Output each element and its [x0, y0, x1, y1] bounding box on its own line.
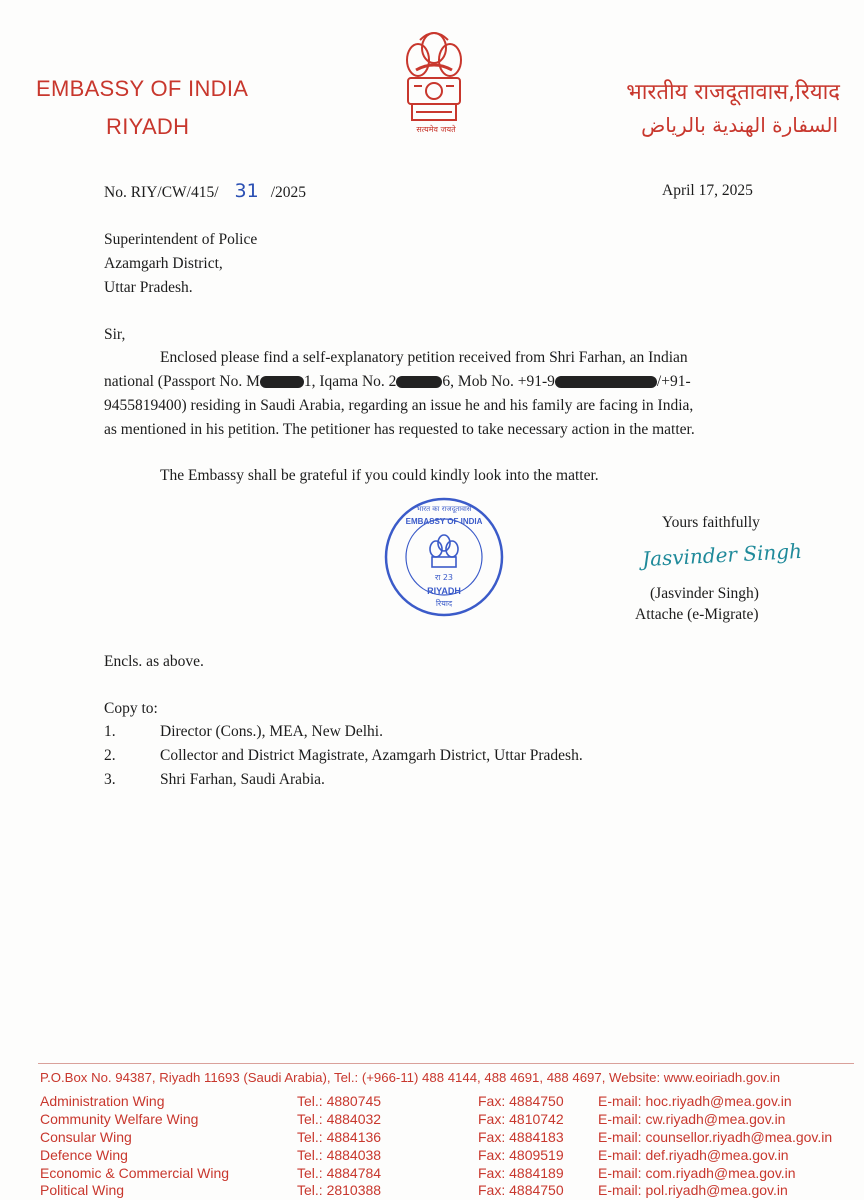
- body-paragraph: Enclosed please find a self-explanatory petition received from Shri Farhan, an Indian national (Passport No. M 1, Iqama No. 2 6, Mob No. +91-9 /+91- 9455819400) residing in Saudi Arabia, regarding an issue he and his family are facing in India, as mentioned in his petition. The petitioner has requested to take necessary action in the matter.: [104, 349, 695, 438]
- list-item: 1. Director (Cons.), MEA, New Delhi.: [104, 723, 383, 740]
- table-row: Economic & Commercial Wing Tel.: 4884784 Fax: 4884189 E-mail: com.riyadh@mea.gov.in: [40, 1165, 796, 1181]
- letter-date: April 17, 2025: [662, 182, 753, 199]
- reference-number: No. RIY/CW/415/ 31 /2025: [104, 180, 307, 202]
- table-row: Community Welfare Wing Tel.: 4884032 Fax: 4810742 E-mail: cw.riyadh@mea.gov.in: [40, 1111, 786, 1127]
- embassy-city: RIYADH: [106, 114, 190, 139]
- emblem-motto: सत्यमेव जयते: [416, 125, 456, 134]
- embassy-name-hindi: भारतीय राजदूतावास,रियाद: [626, 80, 840, 105]
- redaction-mark: [260, 376, 304, 388]
- closing: Yours faithfully: [662, 514, 760, 531]
- stamp-bottom-text: RIYADH: [427, 586, 461, 596]
- enclosure-note: Encls. as above.: [104, 653, 204, 670]
- redaction-mark: [555, 376, 657, 388]
- salutation: Sir,: [104, 326, 126, 343]
- table-row: Consular Wing Tel.: 4884136 Fax: 4884183 E-mail: counsellor.riyadh@mea.gov.in: [40, 1129, 833, 1145]
- embassy-stamp: [382, 495, 506, 619]
- table-row: Administration Wing Tel.: 4880745 Fax: 4884750 E-mail: hoc.riyadh@mea.gov.in: [40, 1093, 792, 1109]
- signatory-name: (Jasvinder Singh): [650, 585, 759, 602]
- copy-to-list: [104, 720, 804, 792]
- list-item: 3. Shri Farhan, Saudi Arabia.: [104, 771, 325, 788]
- embassy-name-arabic: السفارة الهندية بالرياض: [641, 113, 838, 137]
- signatory-title: Attache (e-Migrate): [635, 606, 759, 623]
- copy-to-label: Copy to:: [104, 700, 158, 717]
- embassy-name: EMBASSY OF INDIA: [36, 76, 249, 101]
- handwritten-ref-number: 31: [234, 180, 259, 202]
- addressee-block: Superintendent of Police Azamgarh District, Uttar Pradesh.: [104, 231, 258, 296]
- stamp-bottom-hindi: रियाद: [435, 599, 453, 608]
- stamp-date-mark: रा 23: [434, 573, 454, 582]
- table-row: Political Wing Tel.: 2810388 Fax: 4884750 E-mail: pol.riyadh@mea.gov.in: [40, 1182, 788, 1198]
- redaction-mark: [396, 376, 442, 388]
- signature: Jasvinder Singh: [641, 538, 803, 572]
- list-item: 2. Collector and District Magistrate, Azamgarh District, Uttar Pradesh.: [104, 747, 583, 764]
- footer-rule: [38, 1063, 854, 1064]
- national-emblem-icon: [396, 26, 472, 138]
- footer-address: P.O.Box No. 94387, Riyadh 11693 (Saudi Arabia), Tel.: (+966-11) 488 4144, 488 4691, 488 4697, Website: www.eoiriadh.gov.in: [40, 1070, 781, 1085]
- stamp-top-text: भारत का राजदूतावास: [416, 505, 472, 513]
- body-paragraph-2: The Embassy shall be grateful if you could kindly look into the matter.: [160, 467, 599, 484]
- table-row: Defence Wing Tel.: 4884038 Fax: 4809519 E-mail: def.riyadh@mea.gov.in: [40, 1147, 789, 1163]
- stamp-middle-text: EMBASSY OF INDIA: [405, 517, 483, 526]
